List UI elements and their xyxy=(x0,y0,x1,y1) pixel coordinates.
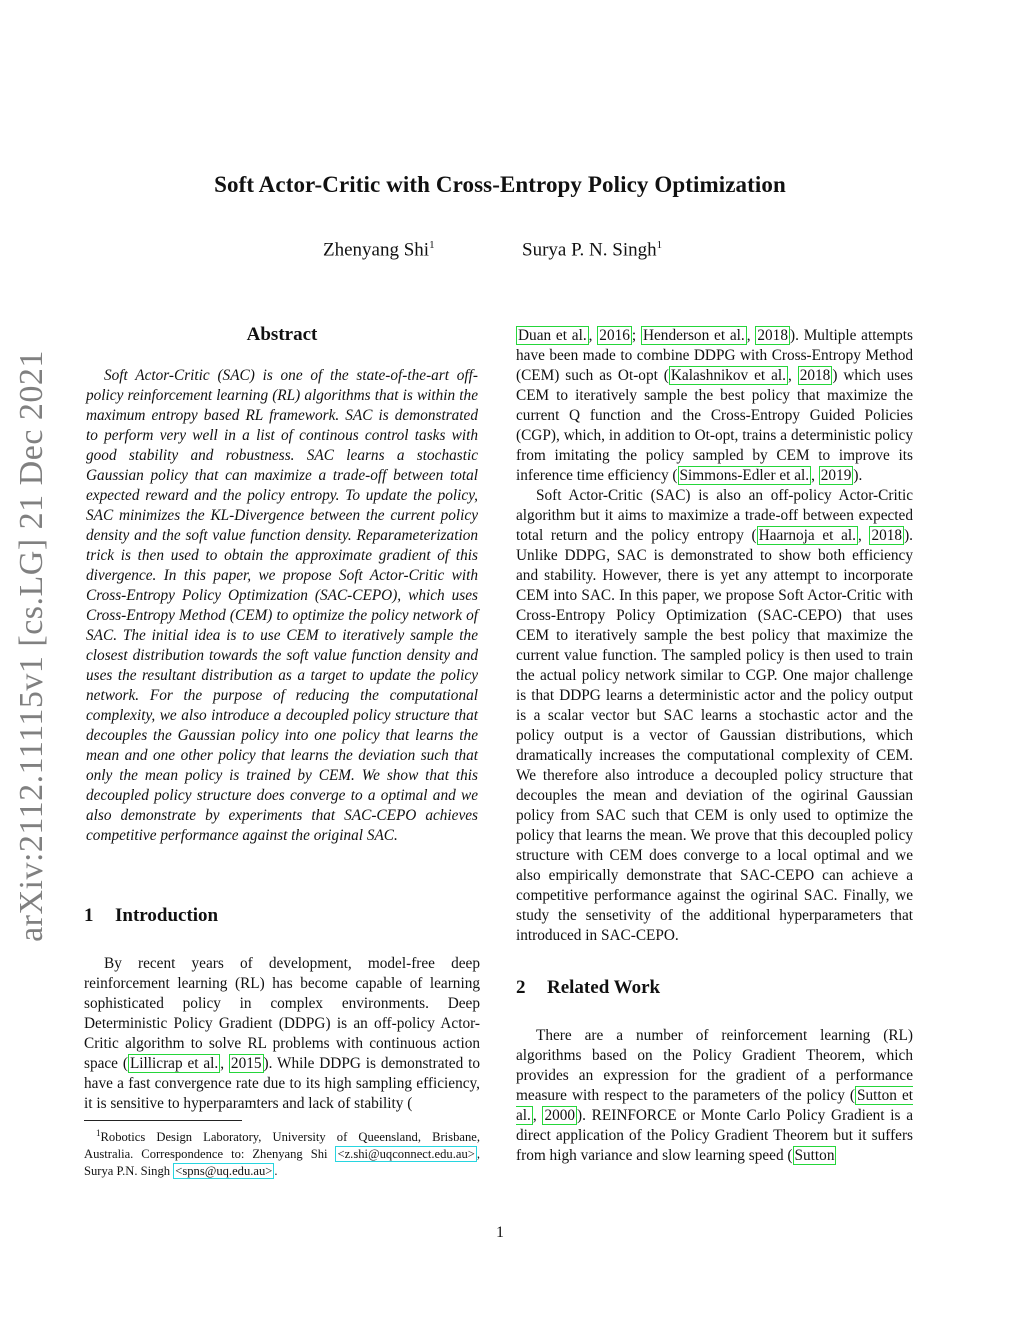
text-run: ) which uses CEM to iteratively sample the best policy that maximize the current Q function and the Cross-Entropy Guided Policies (CGP), which, in addition to Ot-opt, trains a deterministic policy from imitating the policy sampled by CEM to improve its inference time efficiency ( xyxy=(516,367,914,484)
related-work-paragraph-1 xyxy=(516,1026,913,1166)
citation-link[interactable]: Sutton et al. xyxy=(516,1087,913,1124)
text-run: , xyxy=(532,1107,543,1124)
text-run: ). xyxy=(853,467,863,484)
introduction-paragraph-1-part-a xyxy=(84,954,480,1114)
author-2 xyxy=(522,239,662,261)
text-run: , xyxy=(220,1055,229,1072)
right-column xyxy=(516,326,913,1166)
page-number: 1 xyxy=(496,1224,504,1241)
text-run: ; xyxy=(631,327,641,344)
citation-link[interactable]: Kalashnikov et al. xyxy=(670,367,786,384)
citation-link[interactable]: Sutton xyxy=(794,1147,835,1164)
related-work-heading xyxy=(516,976,913,1000)
text-run: ). REINFORCE or Monte Carlo Policy Gradient is a direct application of the Policy Gradient Theorem but it suffers from high variance and slow learning speed ( xyxy=(516,1107,913,1164)
text-run: , xyxy=(588,327,598,344)
text-run: ). While DDPG is demonstrated to have a fast convergence rate due to its high sampling efficiency, it is sensitive to hyperparamters and lack of stability ( xyxy=(84,1055,481,1112)
footnote xyxy=(84,1125,480,1180)
citation-link[interactable]: 2016 xyxy=(599,327,630,344)
citation-link[interactable]: 2015 xyxy=(230,1055,262,1072)
footnote-mark: 1 xyxy=(96,1128,101,1138)
footnote-rule xyxy=(84,1120,242,1121)
email-link-shi[interactable]: <z.shi@uqconnect.edu.au> xyxy=(337,1147,475,1162)
author-1 xyxy=(323,239,435,261)
email-link-singh[interactable]: <spns@uq.edu.au> xyxy=(175,1164,273,1179)
text-run: , Surya P.N. Singh xyxy=(84,1147,480,1179)
citation-link[interactable]: Lillicrap et al. xyxy=(129,1055,219,1072)
citation-link[interactable]: Henderson et al. xyxy=(642,327,745,344)
paper-title: Soft Actor-Critic with Cross-Entropy Policy Optimization xyxy=(214,172,786,197)
citation-link[interactable]: Duan et al. xyxy=(518,327,587,344)
text-run: , xyxy=(746,327,756,344)
citation-link[interactable]: 2018 xyxy=(757,327,788,344)
text-run: ). Unlike DDPG, SAC is demonstrated to show both efficiency and stability. However, there is yet any attempt to incorporate CEM into SAC. In this paper, we propose Soft Actor-Critic with Cross-Entropy Policy Optimization (SAC-CEPO) that uses CEM to iteratively sample the best policy that maximize the current value function. The sampled policy is then used to train the actual policy network similar to CGP. One major challenge is that DDPG learns a deterministic actor and the policy output is a scalar vector but SAC learns a stochastic actor and the policy output is a vector of Gaussian distributions, which dramatically increases the computational complexity of CEM. We therefore also introduce a decoupled policy structure that decouples the mean and deviation of the ogirinal Gaussian policy from SAC such that CEM is only used to optimize the policy that learns the mean. We prove that this decoupled policy structure with CEM does converge to a local optimal and we also empirically demonstrate that SAC-CEPO can achieve a competitive performance against the ogirinal SAC. Finally, we study the sensetivity of the additional hyperparameters that introduced in SAC-CEPO. xyxy=(516,527,913,944)
left-column xyxy=(84,318,480,1180)
introduction-title: Introduction xyxy=(115,905,219,926)
citation-link[interactable]: 2018 xyxy=(871,527,903,544)
abstract-heading: Abstract xyxy=(246,324,318,345)
text-run: . xyxy=(274,1164,278,1179)
text-run: ). Multiple attempts have been made to combine DDPG with Cross-Entropy Method (CEM) such as Ot-opt ( xyxy=(516,327,914,384)
arxiv-stamp: arXiv:2112.11115v1 [cs.LG] 21 Dec 2021 xyxy=(13,350,50,942)
related-work-title: Related Work xyxy=(547,977,661,998)
abstract-text: Soft Actor-Critic (SAC) is one of the state-of-the-art off-policy reinforcement learning (RL) algorithms that is within the maximum entropy based RL framework. SAC is demonstrated to perform very well in a list of continous control tasks with good stability and robustness. SAC learns a stochastic Gaussian policy that can maximize a trade-off between total expected reward and the policy entropy. To update the policy, SAC minimizes the KL-Divergence between the current policy density and the soft value function density. Reparameterization trick is then used to obtain the approximate gradient of this divergence. In this paper, we propose Soft Actor-Critic with Cross-Entropy Policy Optimization (SAC-CEPO), which uses Cross-Entropy Method (CEM) to optimize the policy network of SAC. The initial idea is to use CEM to iteratively sample the closest distribution towards the soft value function density and uses the resultant distribution as a target to update the policy network. For the purpose of reducing the computational complexity, we also introduce a decoupled policy structure that decouples the Gaussian policy into one policy that learns the mean and one other policy that learns the deviation such that only the mean policy is trained by CEM. We show that this decoupled policy structure does converge to a optimal and we also demonstrate by experiments that SAC-CEPO achieves competitive performance against the original SAC. xyxy=(86,367,478,844)
introduction-paragraph-1-part-b xyxy=(516,326,913,486)
text-run: There are a number of reinforcement learning (RL) algorithms based on the Policy Gradient Theorem, which provides an expression for the gradient of a performance measure with respect to the parameters of the policy ( xyxy=(516,1027,913,1104)
citation-link[interactable]: Simmons-Edler et al. xyxy=(679,467,810,484)
citation-link[interactable]: 2019 xyxy=(820,467,852,484)
citation-link[interactable]: 2000 xyxy=(544,1107,576,1124)
author-2-name: Surya P. N. Singh xyxy=(522,239,657,261)
introduction-number: 1 xyxy=(84,905,94,926)
author-2-affiliation-mark: 1 xyxy=(656,239,663,251)
introduction-paragraph-2 xyxy=(516,486,913,946)
citation-link[interactable]: 2018 xyxy=(799,367,831,384)
text-run: , xyxy=(811,467,819,484)
author-1-name: Zhenyang Shi xyxy=(323,239,430,261)
text-run: Soft Actor-Critic (SAC) is also an off-policy Actor-Critic algorithm but it aims to maximize a trade-off between expected total return and the policy entropy ( xyxy=(516,487,913,544)
introduction-heading xyxy=(84,904,480,928)
citation-link[interactable]: Haarnoja et al. xyxy=(758,527,856,544)
text-run: Robotics Design Laboratory, University of Queensland, Brisbane, Australia. Correspondence to: Zhenyang Shi xyxy=(84,1130,480,1162)
text-run: , xyxy=(857,527,870,544)
text-run: By recent years of development, model-free deep reinforcement learning (RL) has become capable of learning sophisticated policy in complex environments. Deep Deterministic Policy Gradient (DDPG) is an off-policy Actor-Critic algorithm to solve RL problems with continuous action space ( xyxy=(84,955,480,1072)
text-run: , xyxy=(787,367,798,384)
author-1-affiliation-mark: 1 xyxy=(429,239,435,251)
related-work-number: 2 xyxy=(516,977,526,998)
